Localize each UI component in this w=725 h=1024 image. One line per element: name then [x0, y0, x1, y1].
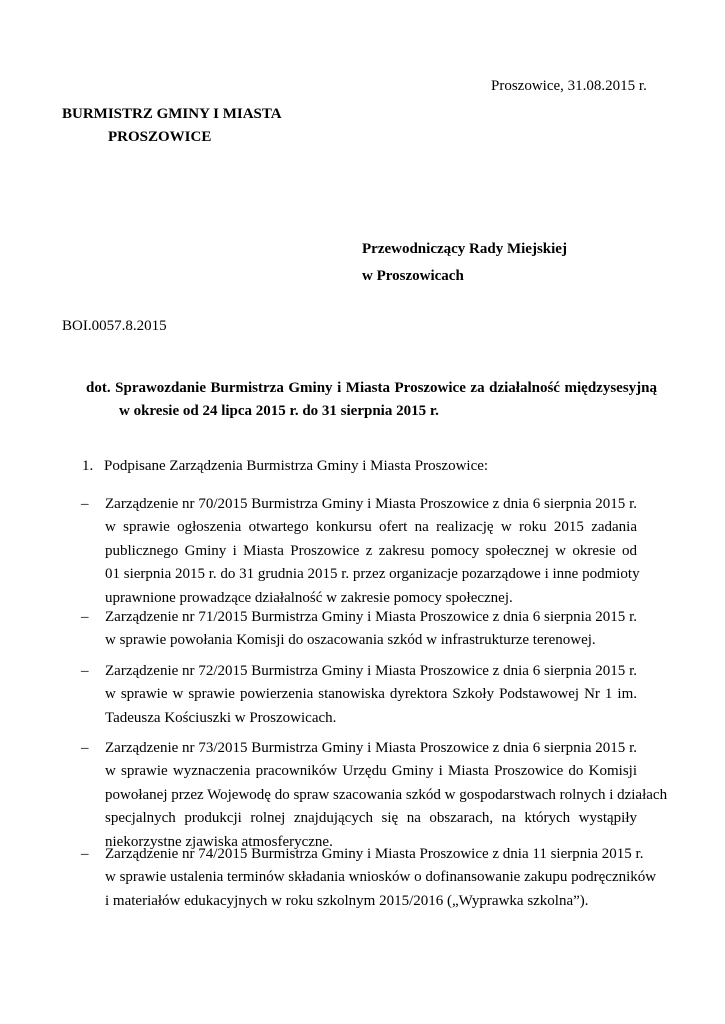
addressee-title: Przewodniczący Rady Miejskiej — [362, 241, 567, 257]
item-line: publicznego Gminy i Miasta Proszowice z zakresu pomocy społecznej w okresie od — [105, 542, 637, 559]
item-line: i materiałów edukacyjnych w roku szkolnym 2015/2016 („Wyprawka szkolna”). — [105, 892, 589, 909]
item-line: w sprawie ogłoszenia otwartego konkursu ofert na realizację w roku 2015 zadania — [105, 519, 637, 536]
addressee-city: w Proszowicach — [362, 268, 464, 284]
item-line: w sprawie ustalenia terminów składania wniosków o dofinansowanie zakupu podręczników — [105, 869, 657, 886]
reference-number: BOI.0057.8.2015 — [62, 318, 167, 334]
section-heading — [82, 458, 488, 475]
dash-bullet: – — [81, 663, 89, 679]
dash-bullet: – — [81, 496, 89, 512]
item-line: powołanej przez Wojewodę do spraw szacowania szkód w gospodarstwach rolnych i działach — [105, 786, 668, 803]
item-line: Zarządzenie nr 73/2015 Burmistrza Gminy i Miasta Proszowice z dnia 6 sierpnia 2015 r. — [105, 740, 637, 756]
item-line: uprawnione prowadzące działalność w zakresie pomocy społecznej. — [105, 589, 513, 606]
section-number: 1. — [82, 458, 94, 474]
sender-title: BURMISTRZ GMINY I MIASTA — [62, 106, 282, 122]
section-title: Podpisane Zarządzenia Burmistrza Gminy i Miasta Proszowice: — [104, 458, 489, 474]
subject-line: w okresie od 24 lipca 2015 r. do 31 sierpnia 2015 r. — [119, 403, 439, 419]
item-line: w sprawie powołania Komisji do oszacowania szkód w infrastrukturze terenowej. — [105, 632, 596, 649]
item-line: Zarządzenie nr 72/2015 Burmistrza Gminy i Miasta Proszowice z dnia 6 sierpnia 2015 r. — [105, 663, 637, 679]
item-line: Tadeusza Kościuszki w Proszowicach. — [105, 709, 337, 726]
item-line: w sprawie w sprawie powierzenia stanowiska dyrektora Szkoły Podstawowej Nr 1 im. — [105, 686, 637, 703]
sender-city: PROSZOWICE — [108, 129, 212, 145]
item-line: Zarządzenie nr 70/2015 Burmistrza Gminy i Miasta Proszowice z dnia 6 sierpnia 2015 r. — [105, 496, 637, 512]
item-line: w sprawie wyznaczenia pracowników Urzędu Gminy i Miasta Proszowice do Komisji — [105, 763, 637, 780]
subject — [86, 377, 657, 423]
dash-bullet: – — [81, 846, 89, 862]
item-line: Zarządzenie nr 71/2015 Burmistrza Gminy i Miasta Proszowice z dnia 6 sierpnia 2015 r. — [105, 609, 637, 625]
dash-bullet: – — [81, 609, 89, 625]
dash-bullet: – — [81, 740, 89, 756]
item-line: 01 sierpnia 2015 r. do 31 grudnia 2015 r. przez organizacje pozarządowe i inne podmioty — [105, 566, 640, 583]
item-line: niekorzystne zjawiska atmosferyczne. — [105, 833, 333, 850]
subject-line: dot. Sprawozdanie Burmistrza Gminy i Miasta Proszowice za działalność międzysesyjną — [86, 380, 657, 396]
item-line: specjalnych produkcji rolnej znajdujących się na obszarach, na których wystąpiły — [105, 810, 637, 827]
place-date: Proszowice, 31.08.2015 r. — [491, 78, 647, 94]
item-line: Zarządzenie nr 74/2015 Burmistrza Gminy i Miasta Proszowice z dnia 11 sierpnia 2015 r. — [105, 846, 644, 862]
